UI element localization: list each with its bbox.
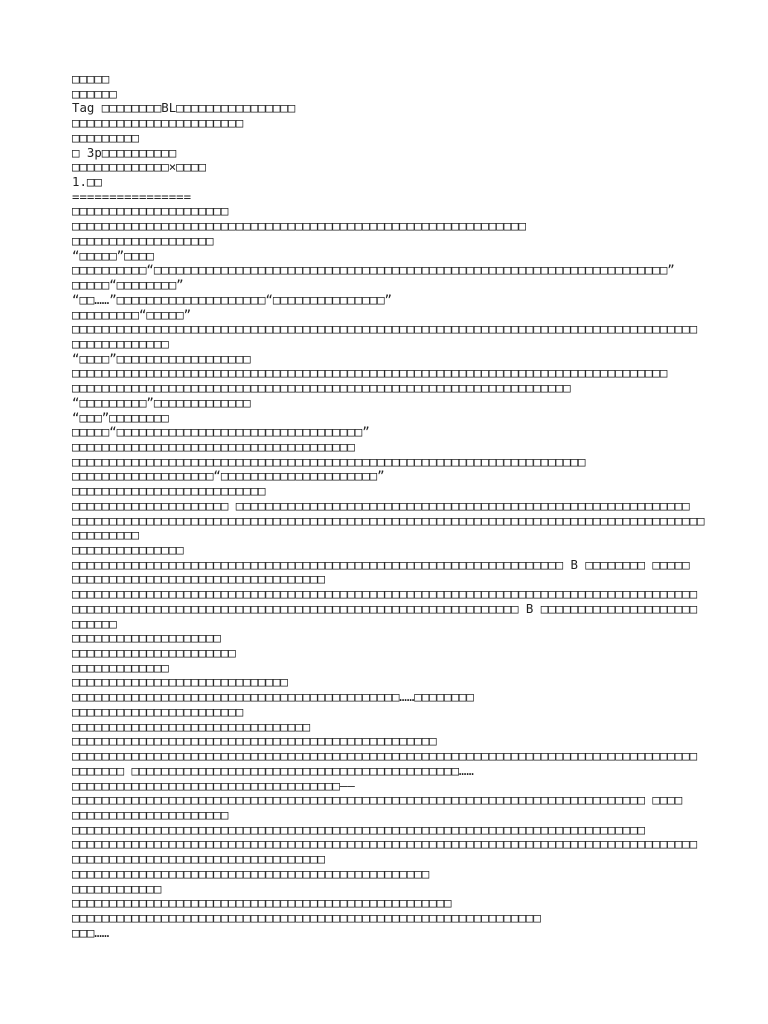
text-line: □□□□□“□□□□□□□□” (72, 278, 184, 293)
text-line: □□□□□□□□□□□□□□□□□□□□□□□□□□□□□□□□□□□□□□□□□□□□□□□□ (72, 866, 430, 881)
text-line: □□□□□□□□□□□□□□□□□□□□□□□□□□□□□□□□□□□□□□□□□□□□□□□□□□□□□□□□□□□□□□□ (72, 910, 541, 925)
text-line: □□□□□□□□□“□□□□□” (72, 307, 192, 322)
text-line: □□□□□□□□□□□□□□□□□□□□□□□□□□□□□□□□□□□□□□□□□□□□□□□□□□□□□□□□□□□□□□□□□□□□□□□□□□□□□ (72, 822, 645, 837)
text-line: □□□□□□□□□□□□□□□□□□□□□□□□□□□□□□□□□□□□—— (72, 778, 355, 793)
text-line: □□□□□□□□□□□□□□□□□□□□ (72, 631, 221, 646)
text-line: “□□□□□”□□□□ (72, 248, 154, 263)
text-line: □□□□□“□□□□□□□□□□□□□□□□□□□□□□□□□□□□□□□□□” (72, 425, 370, 440)
text-line: □□□□□□□□□□□□□□□ (72, 543, 184, 557)
text-line: □□□□□□□□□□□□□□□□□□□□□ (72, 807, 229, 822)
text-line: □□□□□□□□□□□□□□□□□□□□□□□□□□□□□□□□□□□□□□□□□□□□□□□□□□□□□□□□□□□□ B □□□□□□□□□□□□□□□□□□□□□ (72, 601, 698, 616)
text-line: □□□□□□□□□□□□□□□□□□□□□□□□□□□□□□□□□□□□□□□□□□□□□□□□□□□□□□□□□□□□□□□□□□□□□□□□□□□□□□□□□□□□ (72, 749, 698, 764)
text-line: □□□□□□□□□□□□□□□□□□□□□□□□□□□□□□□□□□□□□□□□□□□□□□□□□□□□□□□□□□□□□ (72, 219, 526, 234)
text-line: □□□□□□□□□ (72, 130, 139, 145)
text-line: □□□□□□□□□□□□□□□□□□□□□□□□□□□□□□□□ (72, 719, 311, 734)
text-line: □□□□□□□□□□□□□□□□□□□□□□ (72, 646, 236, 661)
text-line: □□□□□□□□□□□□□×□□□□ (72, 160, 206, 175)
text-line: □□□□□□□□□□□□□□□□□□□□□□□□□□□□□□□□□□ (72, 572, 325, 587)
text-line: □□□□□□□□□□□□□□□□□□□□□□□□□□□□□□□□□□□□□□□□□□□□□□□□□□□□□□□□□□□□□□□□□□□□□ (72, 454, 586, 469)
text-line: □□□□□□□□□□□□□□□□□□□□□□□□□□ (72, 484, 266, 499)
text-line: □□□□□□□□□□□□□□□□□□□□□□□ (72, 116, 244, 131)
text-line: □□□□□□□□□□□□□□□□□□□□□□□□□□□□□□□□□□□□□□□□□□□□□□□□□□□□□□□□□□□□□□□□□□□□□□□□□□□□□□□□ (72, 366, 668, 381)
text-line: □□□□□□□□□□□□□□□□□□□□□□□□□□□□□□□□□□□□□□□□□□□□□□□□□□□□□□□□□□□□□□□□□□□□□□□□□□□□□□□□□□□□□ (72, 513, 705, 528)
text-line: □□□□□□□□□□□□□□□□□□□□□□□□□□□□□□□□□□□□□□□□□□□□□□□□□ (72, 734, 437, 749)
text-line: □□□□□□□□□□□□□□□□□□□□□□□□□□□□□□□□□□□□□□□□□□□□□□□□□□□□□□□□□□□□□□□□□□□□□□□□□□□□□ □□□□ (72, 793, 683, 808)
text-line: □□□□□□ (72, 616, 117, 631)
text-line: □□□□□ (72, 72, 110, 86)
text-line: □□□□□□□□□□□□□□□□□□□□□□□□□□□□□□□□□□□□□□□□□□□□□□□□□□□□□□□□□□□□□□□□□□ B □□□□□□□□ □□□□□ (72, 557, 690, 572)
section-heading: 1.□□ (72, 175, 102, 190)
heading-underline: ================ (72, 189, 192, 204)
text-line: □□□□□□□□□□□□□ (72, 660, 169, 675)
text-line: □□□□□□□□□□□□□□□□□□□□□□□ (72, 704, 244, 719)
text-line: □□□□□□□□□□□□□□□□□□□□□ □□□□□□□□□□□□□□□□□□□□□□□□□□□□□□□□□□□□□□□□□□□□□□□□□□□□□□□□□□□□□ (72, 498, 690, 513)
text-line: □□□□□□□□□ (72, 528, 139, 543)
text-line: □□□□□□□□□□“□□□□□□□□□□□□□□□□□□□□□□□□□□□□□□□□□□□□□□□□□□□□□□□□□□□□□□□□□□□□□□□□□□□□□” (72, 263, 675, 278)
text-line: “□□□”□□□□□□□□ (72, 410, 169, 425)
text-line: “□□……”□□□□□□□□□□□□□□□□□□□□“□□□□□□□□□□□□□□□” (72, 292, 392, 307)
text-line: “□□□□”□□□□□□□□□□□□□□□□□□ (72, 351, 251, 366)
text-line: □ 3p□□□□□□□□□□ (72, 145, 177, 160)
text-line: □□□□□□□□□□□□□□□□□□□“□□□□□□□□□□□□□□□□□□□□□” (72, 469, 385, 484)
text-line: □□□□□□□□□□□□□□□□□□□□□ (72, 204, 229, 219)
text-line: □□□□□□□□□□□□□□□□□□□□□□□□□□□□□□□□□□□□□□□□□□□□□□□□□□□ (72, 896, 452, 911)
text-line: “□□□□□□□□□”□□□□□□□□□□□□□ (72, 395, 251, 410)
text-line: □□□□□□□□□□□□□□□□□□□ (72, 233, 214, 248)
text-line: □□□□□□□□□□□□□□□□□□□□□□□□□□□□□□□□□□□□□□ (72, 439, 355, 454)
text-line: □□□□□□□□□□□□□□□□□□□□□□□□□□□□□□□□□□□□□□□□□□□□□□□□□□□□□□□□□□□□□□□□□□□□□□□□□□□□□□□□□□□□ (72, 322, 698, 337)
text-line: □□□□□□ (72, 86, 117, 101)
text-line: □□□□□□□□□□□□□□□□□□□□□□□□□□□□□□□□□□□□□□□□□□□□□□□□□□□□□□□□□□□□□□□□□□□□□□□□□□□□□□□□□□□□ (72, 837, 698, 852)
text-line: □□□…… (72, 925, 110, 940)
text-line: □□□□□□□ □□□□□□□□□□□□□□□□□□□□□□□□□□□□□□□□□□□□□□□□□□□□…… (72, 763, 474, 778)
text-line: □□□□□□□□□□□□ (72, 881, 162, 896)
text-line: □□□□□□□□□□□□□ (72, 336, 169, 351)
document-body (72, 72, 752, 940)
text-line: □□□□□□□□□□□□□□□□□□□□□□□□□□□□□ (72, 675, 288, 690)
text-line: □□□□□□□□□□□□□□□□□□□□□□□□□□□□□□□□□□□□□□□□□□□□……□□□□□□□□ (72, 690, 474, 705)
text-line: □□□□□□□□□□□□□□□□□□□□□□□□□□□□□□□□□□□□□□□□□□□□□□□□□□□□□□□□□□□□□□□□□□□ (72, 381, 571, 396)
text-line: Tag □□□□□□□□BL□□□□□□□□□□□□□□□□ (72, 101, 296, 116)
text-line: □□□□□□□□□□□□□□□□□□□□□□□□□□□□□□□□□□ (72, 852, 325, 867)
text-line: □□□□□□□□□□□□□□□□□□□□□□□□□□□□□□□□□□□□□□□□□□□□□□□□□□□□□□□□□□□□□□□□□□□□□□□□□□□□□□□□□□□□ (72, 587, 698, 602)
